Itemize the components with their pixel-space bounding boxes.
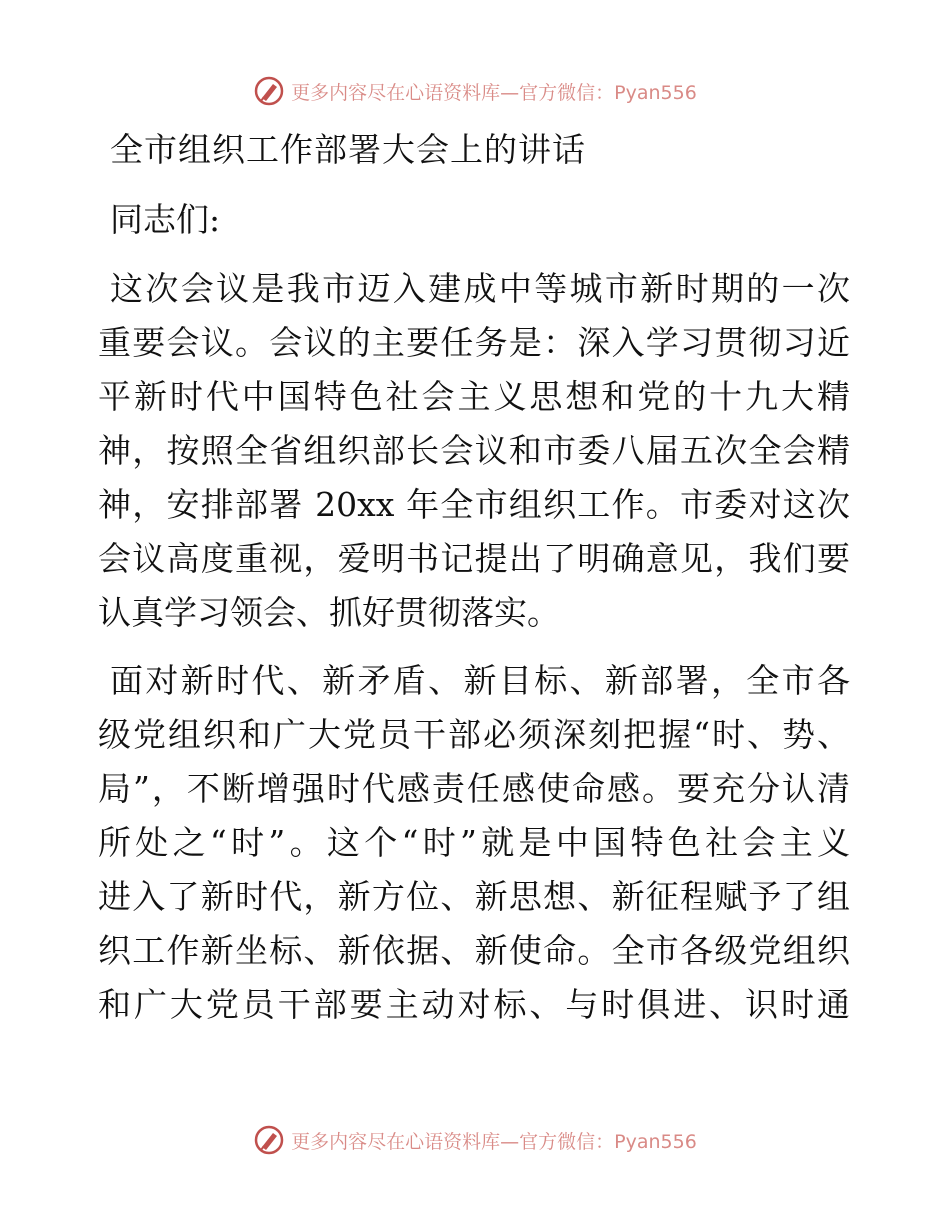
paragraph-line: 局”，不断增强时代感责任感使命感。要充分认清 <box>98 769 850 808</box>
paragraph-line: 和广大党员干部要主动对标、与时俱进、识时通 <box>98 985 850 1024</box>
paragraph-line: 织工作新坐标、新依据、新使命。全市各级党组织 <box>98 931 850 970</box>
paragraph-line: 会议高度重视，爱明书记提出了明确意见，我们要 <box>98 539 850 578</box>
paragraph-line: 平新时代中国特色社会主义思想和党的十九大精 <box>98 377 850 416</box>
watermark-text: 更多内容尽在心语资料库—官方微信：Pyan556 <box>291 1130 697 1153</box>
paragraph-line: 进入了新时代，新方位、新思想、新征程赋予了组 <box>98 877 850 916</box>
document-title: 全市组织工作部署大会上的讲话 <box>110 130 586 169</box>
paragraph-line: 级党组织和广大党员干部必须深刻把握“时、势、 <box>98 715 850 754</box>
paragraph-line: 神，按照全省组织部长会议和市委八届五次全会精 <box>98 431 850 470</box>
watermark-banner-top <box>0 71 950 111</box>
pen-logo-icon <box>253 75 285 107</box>
watermark-banner-bottom <box>0 1120 950 1160</box>
watermark-text: 更多内容尽在心语资料库—官方微信：Pyan556 <box>291 81 697 104</box>
greeting: 同志们: <box>110 200 221 239</box>
paragraph-line: 面对新时代、新矛盾、新目标、新部署，全市各 <box>110 661 850 700</box>
paragraph-line: 所处之“时”。这个“时”就是中国特色社会主义 <box>98 823 850 862</box>
paragraph-1 <box>98 262 850 640</box>
paragraph-line: 这次会议是我市迈入建成中等城市新时期的一次 <box>110 269 850 308</box>
paragraph-line: 认真学习领会、抓好贯彻落实。 <box>98 593 560 632</box>
paragraph-line: 重要会议。会议的主要任务是：深入学习贯彻习近 <box>98 323 850 362</box>
document-body <box>98 122 850 1032</box>
paragraph-2 <box>98 654 850 1032</box>
paragraph-line: 神，安排部署 20xx 年全市组织工作。市委对这次 <box>98 485 850 524</box>
pen-logo-icon <box>253 1124 285 1156</box>
